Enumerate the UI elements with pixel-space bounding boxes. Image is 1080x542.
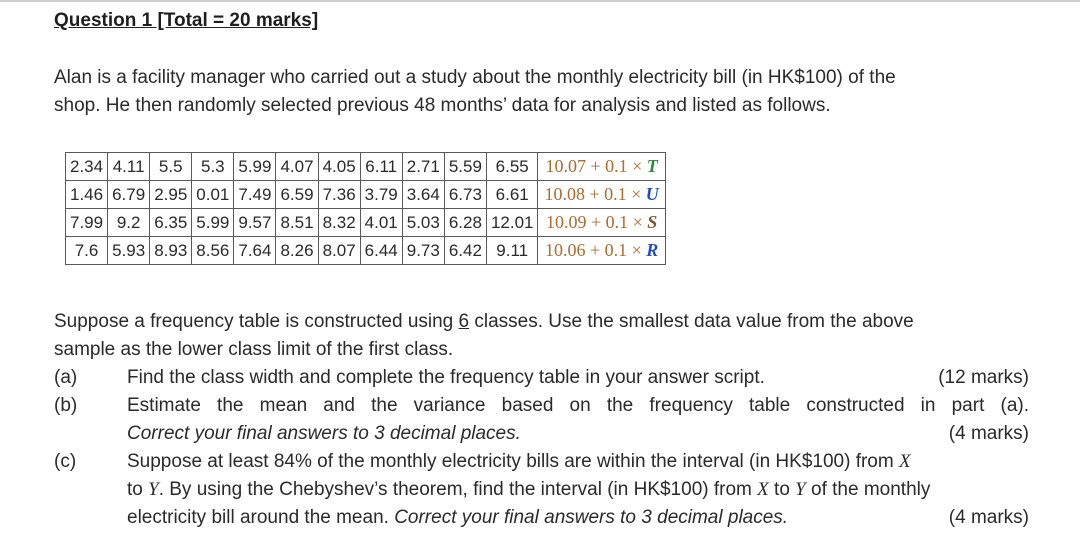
table-cell: 4.11 (108, 153, 150, 181)
body-line-1 (54, 308, 1029, 336)
formula-prefix: 10.08 + 0.1 × (544, 184, 646, 204)
formula-cell (538, 181, 665, 209)
table-cell: 7.49 (234, 181, 276, 209)
table-cell: 5.5 (150, 153, 192, 181)
part-c-text-1: Suppose at least 84% of the monthly electricity bills are within the interval (in HK$100) from (127, 451, 899, 472)
formula-prefix: 10.06 + 0.1 × (544, 240, 647, 260)
table-cell: 4.05 (318, 153, 360, 181)
table-cell: 2.95 (150, 181, 192, 209)
part-b-row-2 (127, 420, 1029, 448)
table-cell: 2.71 (402, 153, 444, 181)
part-b-label: (b) (54, 395, 78, 416)
part-c-var-x-2: X (757, 479, 769, 500)
table-cell: 8.56 (192, 237, 234, 265)
table-cell: 5.93 (108, 237, 150, 265)
formula-variable: S (647, 212, 658, 232)
part-c-row-2 (127, 476, 1029, 504)
table-cell: 6.44 (360, 237, 402, 265)
table-cell: 6.28 (444, 209, 486, 237)
formula-prefix: 10.09 + 0.1 × (545, 212, 648, 232)
table-cell: 5.3 (192, 153, 234, 181)
table-cell: 6.42 (444, 237, 486, 265)
data-table-body (66, 153, 666, 265)
table-cell: 12.01 (486, 209, 538, 237)
question-heading: Question 1 [Total = 20 marks] (54, 10, 319, 31)
part-a-marks: (12 marks) (938, 367, 1029, 388)
table-cell: 1.46 (66, 181, 108, 209)
table-cell: 8.51 (276, 209, 318, 237)
table-row (66, 181, 666, 209)
body-line-2: sample as the lower class limit of the first class. (54, 339, 454, 360)
table-cell: 5.59 (444, 153, 486, 181)
table-cell: 5.99 (192, 209, 234, 237)
part-c-text-2c: to (768, 479, 796, 500)
table-cell: 8.32 (318, 209, 360, 237)
table-cell: 0.01 (192, 181, 234, 209)
part-c-var-y-2: Y (795, 479, 806, 500)
part-c (54, 448, 1029, 532)
table-cell: 9.57 (234, 209, 276, 237)
table-cell: 6.73 (444, 181, 486, 209)
part-a-row (127, 364, 1029, 392)
part-c-text-2a: to (127, 479, 149, 500)
formula-prefix: 10.07 + 0.1 × (545, 156, 647, 176)
part-c-text-2d: of the monthly (805, 479, 931, 500)
part-a (54, 364, 1029, 392)
formula-variable: T (646, 156, 658, 176)
formula-variable: R (646, 240, 659, 260)
part-c-text-3a: electricity bill around the mean. (127, 507, 395, 528)
table-cell: 8.07 (318, 237, 360, 265)
table-cell: 2.34 (66, 153, 108, 181)
question-body (54, 308, 1029, 532)
part-b-marks: (4 marks) (948, 423, 1029, 444)
part-c-label: (c) (54, 451, 77, 472)
part-c-row-1 (127, 448, 1029, 476)
table-cell: 5.99 (234, 153, 276, 181)
table-cell: 3.79 (360, 181, 402, 209)
part-c-var-x: X (898, 451, 911, 472)
table-cell: 7.99 (66, 209, 108, 237)
table-cell: 5.03 (402, 209, 444, 237)
table-cell: 8.26 (276, 237, 318, 265)
intro-paragraph (54, 64, 1029, 120)
table-cell: 9.2 (108, 209, 150, 237)
table-row (66, 209, 666, 237)
table-cell: 6.79 (108, 181, 150, 209)
table-row (66, 153, 666, 181)
data-table (65, 152, 666, 265)
table-cell: 4.01 (360, 209, 402, 237)
part-c-var-y: Y (148, 479, 159, 500)
part-a-label: (a) (54, 367, 78, 388)
table-cell: 6.61 (486, 181, 538, 209)
part-c-marks: (4 marks) (948, 507, 1029, 528)
table-cell: 4.07 (276, 153, 318, 181)
table-cell: 7.64 (234, 237, 276, 265)
table-cell: 9.11 (486, 237, 538, 265)
table-cell: 9.73 (402, 237, 444, 265)
table-cell: 6.11 (360, 153, 402, 181)
top-border (0, 0, 1080, 2)
part-c-text-3b: Correct your final answers to 3 decimal places. (394, 507, 789, 528)
formula-cell (538, 153, 665, 181)
part-b-text-2: Correct your final answers to 3 decimal places. (127, 423, 521, 444)
table-cell: 7.36 (318, 181, 360, 209)
table-cell: 7.6 (66, 237, 108, 265)
formula-variable: U (645, 184, 659, 204)
table-cell: 8.93 (150, 237, 192, 265)
body-line-1-a: Suppose a frequency table is constructed using (54, 311, 459, 332)
intro-line-2: shop. He then randomly selected previous 48 months’ data for analysis and listed as follows. (54, 95, 831, 116)
formula-cell (538, 209, 665, 237)
part-c-text-2b: . By using the Chebyshev’s theorem, find the interval (in HK$100) from (158, 479, 758, 500)
class-count: 6 (458, 311, 470, 332)
intro-line-1: Alan is a facility manager who carried out a study about the monthly electricity bill (in HK$100) of the (54, 67, 896, 88)
formula-cell (538, 237, 665, 265)
table-row (66, 237, 666, 265)
table-cell: 6.59 (276, 181, 318, 209)
table-cell: 6.55 (486, 153, 538, 181)
body-line-1-b: classes. Use the smallest data value from the above (469, 311, 914, 332)
part-c-row-3 (127, 504, 1029, 532)
part-b (54, 392, 1029, 448)
part-b-text: Estimate the mean and the variance based on the frequency table constructed in part (a). (127, 395, 1029, 416)
part-a-text: Find the class width and complete the frequency table in your answer script. (127, 367, 765, 388)
table-cell: 6.35 (150, 209, 192, 237)
table-cell: 3.64 (402, 181, 444, 209)
